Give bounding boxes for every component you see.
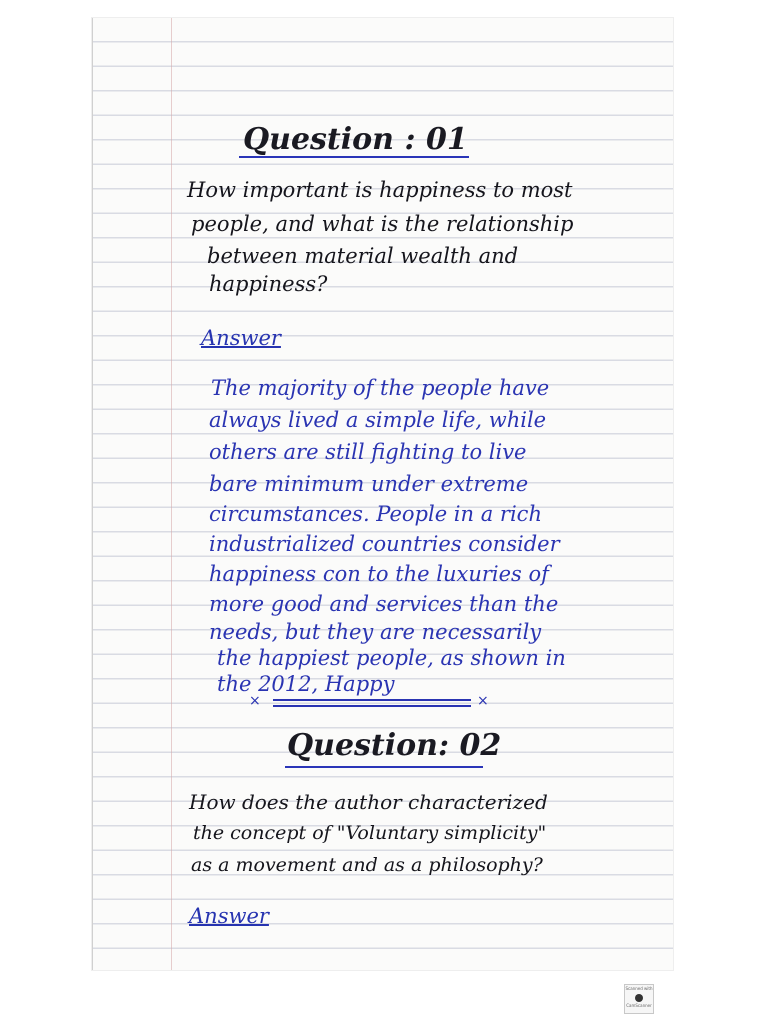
notebook-page: [92, 18, 673, 970]
question-1-line: people, and what is the relationship: [191, 212, 574, 236]
separator-line: [273, 705, 471, 707]
separator-cross-left: ×: [249, 693, 261, 709]
question-2-heading: Question: 02: [287, 728, 502, 763]
question-2-line: How does the author characterized: [189, 790, 548, 814]
question-2-underline: [285, 766, 483, 768]
answer-1-line: bare minimum under extreme: [209, 472, 529, 496]
answer-1-line: others are still fighting to live: [209, 440, 527, 464]
question-1-line: between material wealth and: [207, 244, 519, 268]
question-2-line: as a movement and as a philosophy?: [191, 854, 543, 876]
question-1-line: happiness?: [209, 272, 328, 296]
answer-2-label: Answer: [189, 904, 269, 928]
separator-cross-right: ×: [477, 693, 489, 709]
camscanner-logo-icon: [635, 994, 643, 1002]
question-2-line: the concept of "Voluntary simplicity": [193, 822, 547, 844]
answer-1-line: the 2012, Happy: [217, 672, 395, 696]
scanner-stamp: [624, 984, 654, 1014]
question-1-line: How important is happiness to most: [187, 178, 573, 202]
margin-line: [171, 18, 172, 970]
answer-1-line: always lived a simple life, while: [209, 408, 547, 432]
answer-1-line: needs, but they are necessarily: [209, 620, 542, 644]
separator-line: [273, 699, 471, 701]
answer-1-line: circumstances. People in a rich: [209, 502, 542, 526]
question-1-heading: Question : 01: [243, 122, 468, 157]
answer-1-label: Answer: [201, 326, 281, 350]
answer-1-line: more good and services than the: [209, 592, 559, 616]
answer-1-line: happiness con to the luxuries of: [209, 562, 549, 586]
stamp-line: CamScanner: [626, 1002, 652, 1008]
stamp-line: Scanned with: [625, 986, 653, 991]
answer-1-line: The majority of the people have: [211, 376, 550, 400]
question-1-underline: [239, 156, 469, 158]
answer-1-line: industrialized countries consider: [209, 532, 560, 556]
answer-1-line: the happiest people, as shown in: [217, 646, 566, 670]
